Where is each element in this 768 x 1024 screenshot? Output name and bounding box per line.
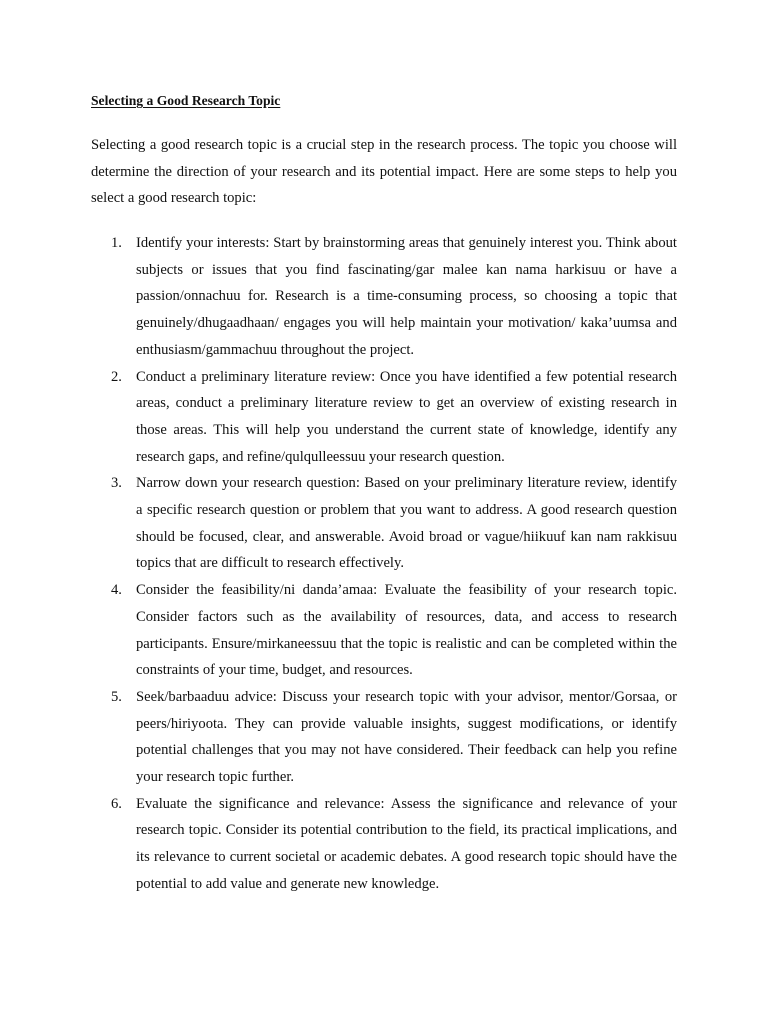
list-item <box>111 470 677 577</box>
steps-list <box>111 230 677 898</box>
list-item-number: 1. <box>111 235 122 251</box>
list-item <box>111 791 677 898</box>
list-item <box>111 364 677 471</box>
list-item-text: Consider the feasibility/ni danda’amaa: Evaluate the feasibility of your research topic. Consider factors such as the availability of resources, data, and access to research participants. Ensure/mirkaneessuu that the topic is realistic and can be completed within the constraints of your time, budget, and resources. <box>136 582 677 679</box>
list-item <box>111 684 677 791</box>
list-item <box>111 230 677 364</box>
list-item-text: Identify your interests: Start by brainstorming areas that genuinely interest you. Think about subjects or issues that you find fascinating/gar malee kan nama harkisuu or have a passion/onnachuu for. Research is a time-consuming process, so choosing a topic that genuinely/dhugaadhaan/ engages you will help maintain your motivation/ kaka’uumsa and enthusiasm/gammachuu throughout the project. <box>136 235 677 358</box>
list-item <box>111 577 677 684</box>
list-item-number: 6. <box>111 795 122 812</box>
list-item-text: Seek/barbaaduu advice: Discuss your research topic with your advisor, mentor/Gorsaa, or peers/hiriyoota. They can provide valuable insights, suggest modifications, or identify potential challenges that you may not have considered. Their feedback can help you refine your research topic further. <box>136 688 677 786</box>
document-heading: Selecting a Good Research Topic <box>91 93 281 108</box>
list-item-text: Narrow down your research question: Based on your preliminary literature review, identify a specific research question or problem that you want to address. A good research question should be focused, clear, and answerable. Avoid broad or vague/hiikuuf kan nam rakkisuu topics that are difficult to research effectively. <box>136 475 677 572</box>
list-item-number: 2. <box>111 368 122 385</box>
list-item-number: 5. <box>111 688 122 705</box>
list-item-number: 3. <box>111 475 122 492</box>
list-item-text: Evaluate the significance and relevance: Assess the significance and relevance of your research topic. Consider its potential contribution to the field, its practical implications, and its relevance to current societal or academic debates. A good research topic should have the potential to add value and generate new knowledge. <box>136 795 677 892</box>
list-item-number: 4. <box>111 582 122 599</box>
intro-paragraph: Selecting a good research topic is a crucial step in the research process. The topic you choose will determine the direction of your research and its potential impact. Here are some steps to help you select a good research topic: <box>91 137 677 207</box>
list-item-text: Conduct a preliminary literature review: Once you have identified a few potential research areas, conduct a preliminary literature review to get an overview of existing research in those areas. This will help you understand the current state of knowledge, identify any research gaps, and refine/qulqulleessuu your research question. <box>136 368 677 465</box>
